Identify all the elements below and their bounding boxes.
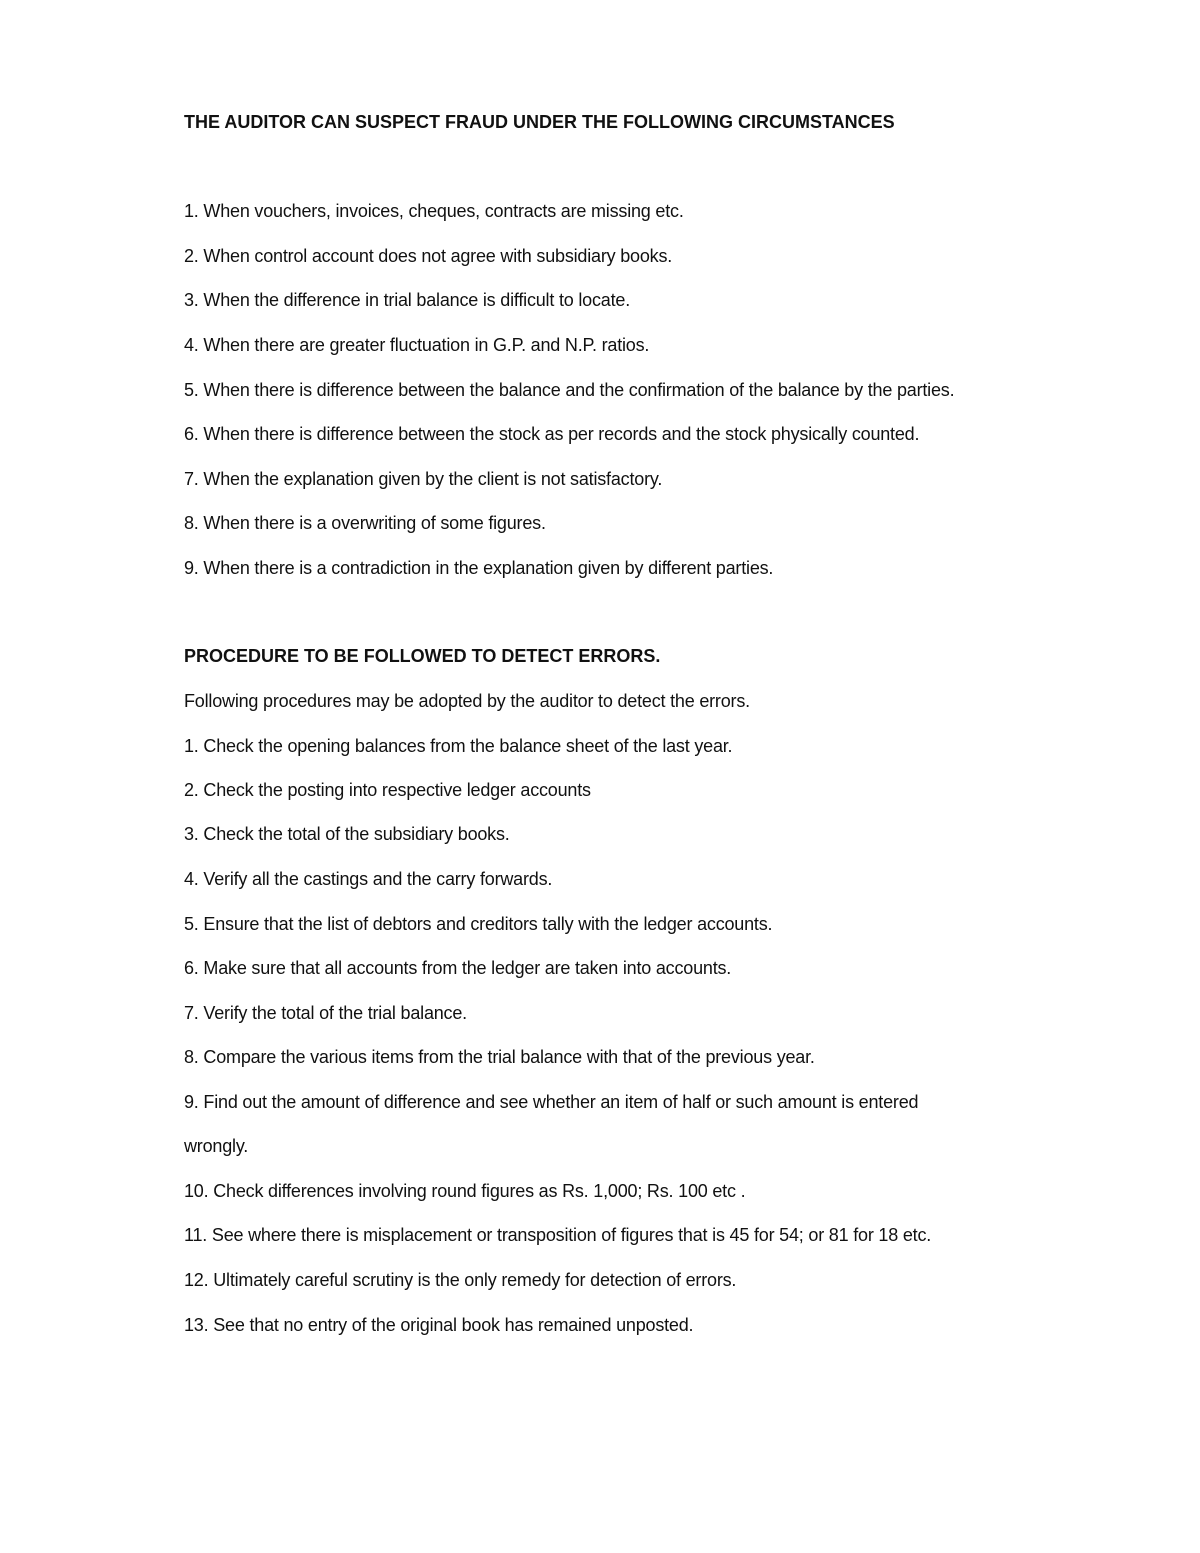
section2-heading: PROCEDURE TO BE FOLLOWED TO DETECT ERRORS. (184, 646, 661, 666)
section1-heading: THE AUDITOR CAN SUSPECT FRAUD UNDER THE FOLLOWING CIRCUMSTANCES (184, 112, 895, 132)
list-item: 11. See where there is misplacement or transposition of figures that is 45 for 54; or 81 for 18 etc. (184, 1225, 932, 1245)
list-item: 3. When the difference in trial balance is difficult to locate. (184, 290, 630, 310)
list-item: 4. Verify all the castings and the carry forwards. (184, 869, 553, 889)
list-item-continuation: wrongly. (184, 1136, 249, 1156)
list-item: 4. When there are greater fluctuation in G.P. and N.P. ratios. (184, 335, 650, 355)
list-item: 8. When there is a overwriting of some figures. (184, 513, 546, 533)
list-item: 2. Check the posting into respective ledger accounts (184, 780, 591, 800)
list-item: 12. Ultimately careful scrutiny is the only remedy for detection of errors. (184, 1270, 737, 1290)
list-item: 1. Check the opening balances from the balance sheet of the last year. (184, 736, 733, 756)
list-item: 9. Find out the amount of difference and see whether an item of half or such amount is entered (184, 1092, 919, 1112)
list-item: 9. When there is a contradiction in the explanation given by different parties. (184, 558, 774, 578)
list-item: 7. Verify the total of the trial balance. (184, 1003, 467, 1023)
list-item: 2. When control account does not agree with subsidiary books. (184, 246, 673, 266)
list-item: 7. When the explanation given by the client is not satisfactory. (184, 469, 663, 489)
list-item: 10. Check differences involving round figures as Rs. 1,000; Rs. 100 etc . (184, 1181, 746, 1201)
list-item: 6. Make sure that all accounts from the ledger are taken into accounts. (184, 958, 732, 978)
list-item: 13. See that no entry of the original book has remained unposted. (184, 1315, 694, 1335)
list-item: 3. Check the total of the subsidiary books. (184, 824, 510, 844)
list-item: 6. When there is difference between the stock as per records and the stock physically counted. (184, 424, 920, 444)
list-item: 5. Ensure that the list of debtors and creditors tally with the ledger accounts. (184, 914, 773, 934)
list-item: 8. Compare the various items from the trial balance with that of the previous year. (184, 1047, 815, 1067)
list-item: 5. When there is difference between the balance and the confirmation of the balance by the parties. (184, 380, 955, 400)
section2-intro: Following procedures may be adopted by the auditor to detect the errors. (184, 691, 750, 711)
list-item: 1. When vouchers, invoices, cheques, contracts are missing etc. (184, 201, 684, 221)
